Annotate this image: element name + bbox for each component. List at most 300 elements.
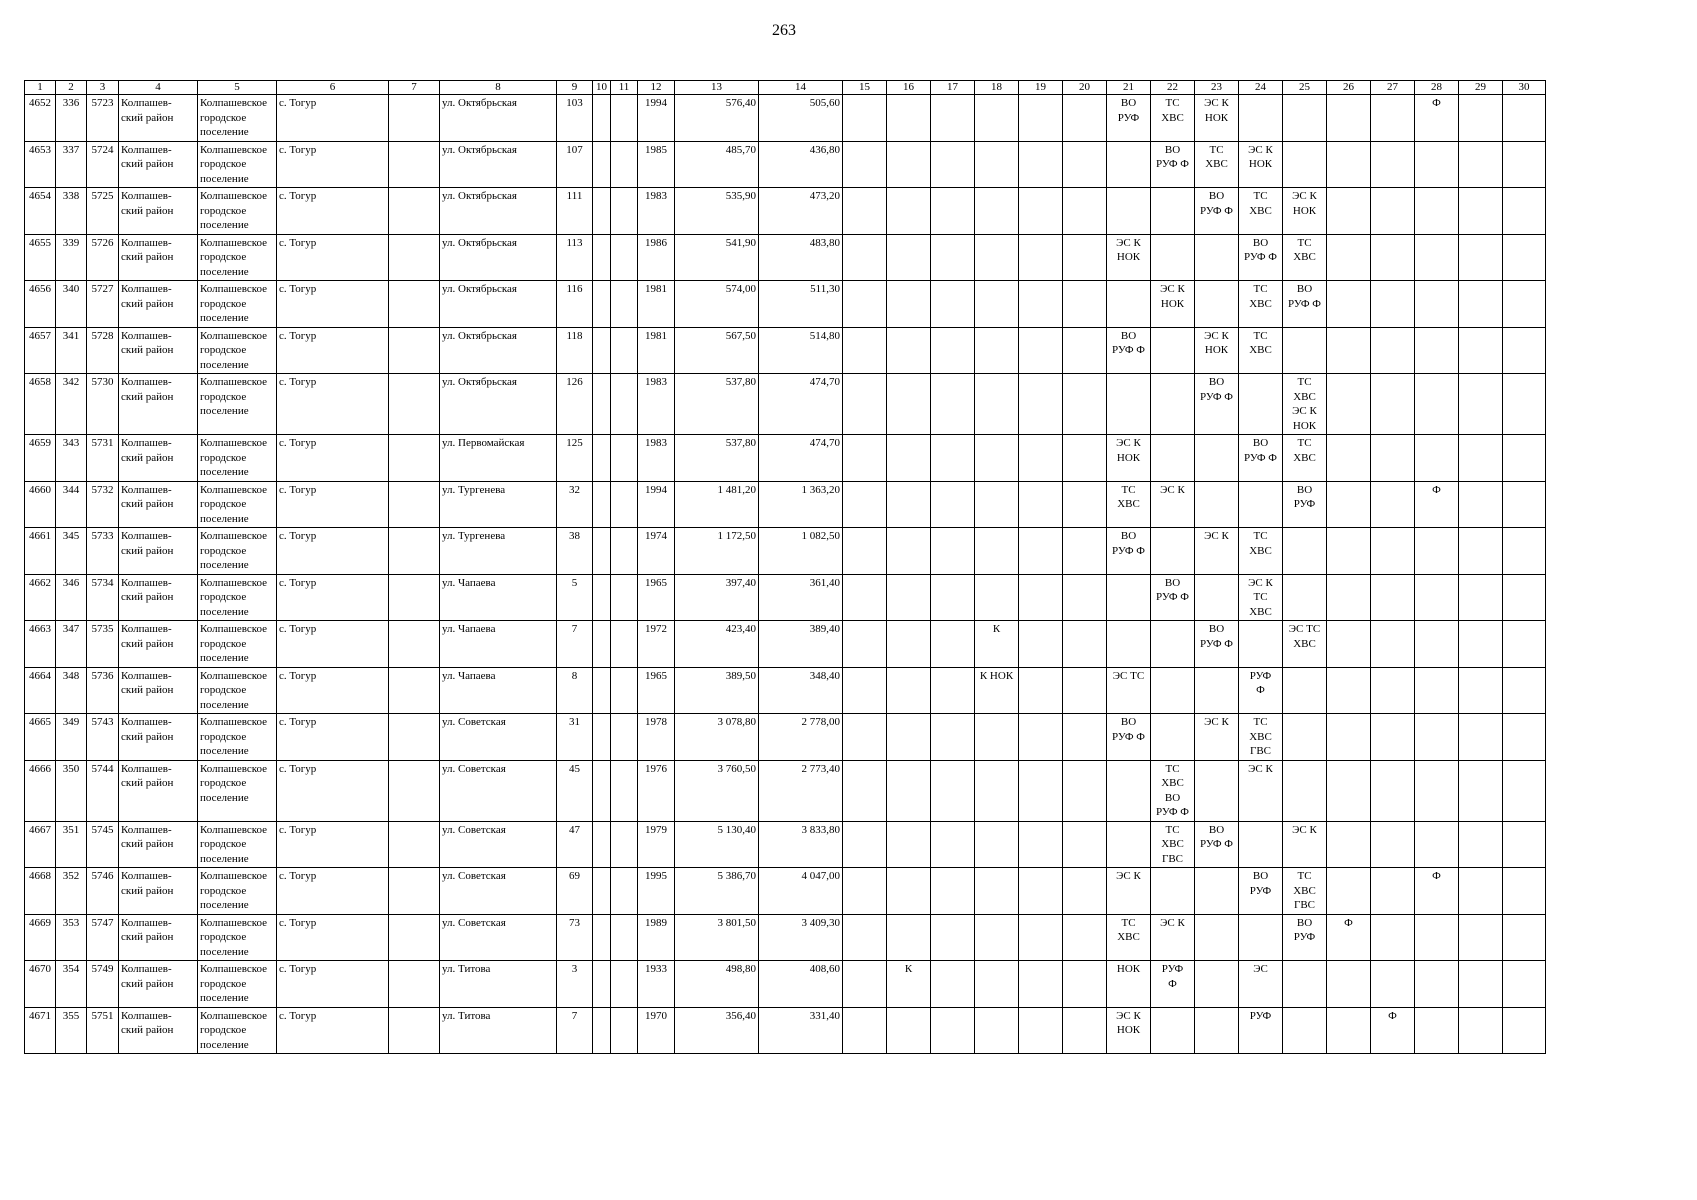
cell-col-5: Колпашевское городское поселение bbox=[198, 188, 277, 235]
cell-col-22 bbox=[1151, 667, 1195, 714]
cell-col-23 bbox=[1195, 481, 1239, 528]
cell-col-25 bbox=[1283, 714, 1327, 761]
cell-col-16 bbox=[887, 281, 931, 328]
cell-col-11 bbox=[611, 281, 638, 328]
cell-col-7 bbox=[389, 868, 440, 915]
cell-col-27 bbox=[1371, 234, 1415, 281]
cell-col-6: с. Тогур bbox=[277, 141, 389, 188]
cell-col-26 bbox=[1327, 188, 1371, 235]
cell-col-9: 7 bbox=[557, 621, 593, 668]
cell-col-25: ЭС К НОК bbox=[1283, 188, 1327, 235]
cell-col-15 bbox=[843, 374, 887, 435]
register-body bbox=[25, 95, 1546, 1054]
cell-col-6: с. Тогур bbox=[277, 234, 389, 281]
cell-col-20 bbox=[1063, 327, 1107, 374]
cell-col-18 bbox=[975, 327, 1019, 374]
cell-col-23: ЭС К bbox=[1195, 714, 1239, 761]
cell-col-15 bbox=[843, 95, 887, 142]
cell-col-16 bbox=[887, 95, 931, 142]
cell-col-3: 5730 bbox=[87, 374, 119, 435]
cell-col-29 bbox=[1459, 188, 1503, 235]
cell-col-27 bbox=[1371, 95, 1415, 142]
cell-col-29 bbox=[1459, 374, 1503, 435]
column-header-16: 16 bbox=[887, 81, 931, 95]
column-header-21: 21 bbox=[1107, 81, 1151, 95]
cell-col-11 bbox=[611, 868, 638, 915]
cell-col-15 bbox=[843, 914, 887, 961]
cell-col-25 bbox=[1283, 667, 1327, 714]
cell-col-29 bbox=[1459, 435, 1503, 482]
cell-col-13: 3 760,50 bbox=[675, 760, 759, 821]
cell-col-23 bbox=[1195, 1007, 1239, 1054]
cell-col-28 bbox=[1415, 574, 1459, 621]
cell-col-10 bbox=[593, 435, 611, 482]
cell-col-25 bbox=[1283, 141, 1327, 188]
cell-col-17 bbox=[931, 481, 975, 528]
cell-col-24 bbox=[1239, 621, 1283, 668]
cell-col-7 bbox=[389, 1007, 440, 1054]
cell-col-16 bbox=[887, 821, 931, 868]
page-number: 263 bbox=[772, 22, 796, 39]
cell-col-6: с. Тогур bbox=[277, 374, 389, 435]
cell-col-1: 4663 bbox=[25, 621, 56, 668]
cell-col-5: Колпашевское городское поселение bbox=[198, 327, 277, 374]
cell-col-17 bbox=[931, 327, 975, 374]
cell-col-27 bbox=[1371, 141, 1415, 188]
cell-col-22: ТС ХВС ВО РУФ Ф bbox=[1151, 760, 1195, 821]
cell-col-11 bbox=[611, 435, 638, 482]
cell-col-21: ТС ХВС bbox=[1107, 481, 1151, 528]
cell-col-13: 423,40 bbox=[675, 621, 759, 668]
cell-col-7 bbox=[389, 667, 440, 714]
cell-col-14: 505,60 bbox=[759, 95, 843, 142]
cell-col-5: Колпашевское городское поселение bbox=[198, 281, 277, 328]
cell-col-21 bbox=[1107, 621, 1151, 668]
cell-col-16 bbox=[887, 327, 931, 374]
cell-col-26 bbox=[1327, 281, 1371, 328]
cell-col-13: 5 386,70 bbox=[675, 868, 759, 915]
table-row bbox=[25, 327, 1546, 374]
cell-col-11 bbox=[611, 961, 638, 1008]
cell-col-30 bbox=[1503, 1007, 1546, 1054]
cell-col-17 bbox=[931, 961, 975, 1008]
column-header-9: 9 bbox=[557, 81, 593, 95]
cell-col-18 bbox=[975, 281, 1019, 328]
cell-col-16 bbox=[887, 528, 931, 575]
cell-col-26 bbox=[1327, 667, 1371, 714]
cell-col-9: 113 bbox=[557, 234, 593, 281]
cell-col-27 bbox=[1371, 821, 1415, 868]
cell-col-23 bbox=[1195, 760, 1239, 821]
cell-col-8: ул. Октябрьская bbox=[440, 234, 557, 281]
cell-col-22: ВО РУФ Ф bbox=[1151, 141, 1195, 188]
cell-col-2: 347 bbox=[56, 621, 87, 668]
cell-col-8: ул. Советская bbox=[440, 914, 557, 961]
cell-col-8: ул. Первомайская bbox=[440, 435, 557, 482]
cell-col-23 bbox=[1195, 667, 1239, 714]
cell-col-15 bbox=[843, 528, 887, 575]
cell-col-4: Колпашев- ский район bbox=[119, 961, 198, 1008]
cell-col-18 bbox=[975, 435, 1019, 482]
cell-col-18 bbox=[975, 1007, 1019, 1054]
cell-col-10 bbox=[593, 234, 611, 281]
cell-col-11 bbox=[611, 528, 638, 575]
cell-col-21: ТС ХВС bbox=[1107, 914, 1151, 961]
cell-col-12: 1965 bbox=[638, 574, 675, 621]
cell-col-6: с. Тогур bbox=[277, 760, 389, 821]
cell-col-22 bbox=[1151, 528, 1195, 575]
cell-col-10 bbox=[593, 327, 611, 374]
cell-col-20 bbox=[1063, 667, 1107, 714]
cell-col-8: ул. Советская bbox=[440, 868, 557, 915]
cell-col-15 bbox=[843, 188, 887, 235]
cell-col-13: 389,50 bbox=[675, 667, 759, 714]
cell-col-28 bbox=[1415, 821, 1459, 868]
cell-col-6: с. Тогур bbox=[277, 667, 389, 714]
cell-col-10 bbox=[593, 1007, 611, 1054]
cell-col-16 bbox=[887, 141, 931, 188]
cell-col-19 bbox=[1019, 621, 1063, 668]
cell-col-2: 352 bbox=[56, 868, 87, 915]
cell-col-8: ул. Советская bbox=[440, 821, 557, 868]
cell-col-19 bbox=[1019, 95, 1063, 142]
cell-col-27 bbox=[1371, 914, 1415, 961]
cell-col-18 bbox=[975, 528, 1019, 575]
cell-col-28 bbox=[1415, 327, 1459, 374]
cell-col-14: 3 833,80 bbox=[759, 821, 843, 868]
cell-col-18 bbox=[975, 821, 1019, 868]
cell-col-8: ул. Октябрьская bbox=[440, 95, 557, 142]
cell-col-26 bbox=[1327, 234, 1371, 281]
cell-col-6: с. Тогур bbox=[277, 621, 389, 668]
cell-col-21: НОК bbox=[1107, 961, 1151, 1008]
cell-col-23: ЭС К bbox=[1195, 528, 1239, 575]
table-row bbox=[25, 95, 1546, 142]
cell-col-2: 344 bbox=[56, 481, 87, 528]
cell-col-10 bbox=[593, 95, 611, 142]
cell-col-14: 511,30 bbox=[759, 281, 843, 328]
cell-col-13: 567,50 bbox=[675, 327, 759, 374]
cell-col-12: 1995 bbox=[638, 868, 675, 915]
cell-col-18 bbox=[975, 574, 1019, 621]
cell-col-27 bbox=[1371, 374, 1415, 435]
cell-col-20 bbox=[1063, 435, 1107, 482]
register-table bbox=[24, 80, 1546, 1054]
cell-col-1: 4653 bbox=[25, 141, 56, 188]
cell-col-24: ТС ХВС bbox=[1239, 188, 1283, 235]
cell-col-6: с. Тогур bbox=[277, 435, 389, 482]
cell-col-26 bbox=[1327, 574, 1371, 621]
cell-col-20 bbox=[1063, 821, 1107, 868]
cell-col-12: 1981 bbox=[638, 281, 675, 328]
cell-col-15 bbox=[843, 868, 887, 915]
cell-col-3: 5725 bbox=[87, 188, 119, 235]
cell-col-3: 5746 bbox=[87, 868, 119, 915]
table-row bbox=[25, 188, 1546, 235]
cell-col-14: 408,60 bbox=[759, 961, 843, 1008]
cell-col-3: 5743 bbox=[87, 714, 119, 761]
cell-col-10 bbox=[593, 914, 611, 961]
cell-col-17 bbox=[931, 574, 975, 621]
cell-col-27 bbox=[1371, 188, 1415, 235]
column-header-27: 27 bbox=[1371, 81, 1415, 95]
cell-col-10 bbox=[593, 188, 611, 235]
cell-col-17 bbox=[931, 1007, 975, 1054]
cell-col-8: ул. Тургенева bbox=[440, 481, 557, 528]
cell-col-5: Колпашевское городское поселение bbox=[198, 714, 277, 761]
cell-col-14: 483,80 bbox=[759, 234, 843, 281]
table-row bbox=[25, 821, 1546, 868]
cell-col-5: Колпашевское городское поселение bbox=[198, 868, 277, 915]
cell-col-2: 355 bbox=[56, 1007, 87, 1054]
cell-col-24 bbox=[1239, 374, 1283, 435]
cell-col-1: 4670 bbox=[25, 961, 56, 1008]
cell-col-19 bbox=[1019, 914, 1063, 961]
cell-col-22 bbox=[1151, 1007, 1195, 1054]
cell-col-14: 2 773,40 bbox=[759, 760, 843, 821]
cell-col-22 bbox=[1151, 327, 1195, 374]
cell-col-22: ТС ХВС ГВС bbox=[1151, 821, 1195, 868]
cell-col-26 bbox=[1327, 961, 1371, 1008]
cell-col-20 bbox=[1063, 914, 1107, 961]
cell-col-16 bbox=[887, 574, 931, 621]
cell-col-19 bbox=[1019, 528, 1063, 575]
cell-col-20 bbox=[1063, 574, 1107, 621]
cell-col-18 bbox=[975, 760, 1019, 821]
cell-col-4: Колпашев- ский район bbox=[119, 714, 198, 761]
cell-col-9: 38 bbox=[557, 528, 593, 575]
cell-col-16 bbox=[887, 914, 931, 961]
cell-col-25: ТС ХВС bbox=[1283, 234, 1327, 281]
cell-col-17 bbox=[931, 95, 975, 142]
cell-col-23 bbox=[1195, 435, 1239, 482]
cell-col-10 bbox=[593, 281, 611, 328]
cell-col-18 bbox=[975, 141, 1019, 188]
cell-col-21: ЭС К bbox=[1107, 868, 1151, 915]
cell-col-4: Колпашев- ский район bbox=[119, 760, 198, 821]
cell-col-23: ЭС К НОК bbox=[1195, 95, 1239, 142]
column-header-14: 14 bbox=[759, 81, 843, 95]
cell-col-7 bbox=[389, 281, 440, 328]
cell-col-28 bbox=[1415, 234, 1459, 281]
cell-col-1: 4660 bbox=[25, 481, 56, 528]
cell-col-14: 1 363,20 bbox=[759, 481, 843, 528]
cell-col-16 bbox=[887, 188, 931, 235]
column-header-7: 7 bbox=[389, 81, 440, 95]
cell-col-21: ВО РУФ Ф bbox=[1107, 714, 1151, 761]
cell-col-28 bbox=[1415, 961, 1459, 1008]
cell-col-15 bbox=[843, 667, 887, 714]
cell-col-19 bbox=[1019, 327, 1063, 374]
cell-col-11 bbox=[611, 914, 638, 961]
cell-col-1: 4659 bbox=[25, 435, 56, 482]
table-row bbox=[25, 528, 1546, 575]
cell-col-15 bbox=[843, 621, 887, 668]
cell-col-19 bbox=[1019, 234, 1063, 281]
cell-col-8: ул. Чапаева bbox=[440, 667, 557, 714]
cell-col-14: 436,80 bbox=[759, 141, 843, 188]
cell-col-5: Колпашевское городское поселение bbox=[198, 667, 277, 714]
cell-col-7 bbox=[389, 961, 440, 1008]
cell-col-15 bbox=[843, 760, 887, 821]
table-row bbox=[25, 714, 1546, 761]
cell-col-23 bbox=[1195, 961, 1239, 1008]
cell-col-4: Колпашев- ский район bbox=[119, 574, 198, 621]
cell-col-8: ул. Октябрьская bbox=[440, 188, 557, 235]
cell-col-29 bbox=[1459, 760, 1503, 821]
cell-col-28 bbox=[1415, 621, 1459, 668]
cell-col-30 bbox=[1503, 528, 1546, 575]
cell-col-7 bbox=[389, 95, 440, 142]
cell-col-5: Колпашевское городское поселение bbox=[198, 234, 277, 281]
cell-col-30 bbox=[1503, 327, 1546, 374]
cell-col-4: Колпашев- ский район bbox=[119, 914, 198, 961]
cell-col-2: 336 bbox=[56, 95, 87, 142]
cell-col-26: Ф bbox=[1327, 914, 1371, 961]
cell-col-5: Колпашевское городское поселение bbox=[198, 435, 277, 482]
cell-col-10 bbox=[593, 621, 611, 668]
cell-col-23: ЭС К НОК bbox=[1195, 327, 1239, 374]
cell-col-19 bbox=[1019, 1007, 1063, 1054]
cell-col-28 bbox=[1415, 374, 1459, 435]
cell-col-2: 342 bbox=[56, 374, 87, 435]
cell-col-24: ЭС К ТС ХВС bbox=[1239, 574, 1283, 621]
cell-col-26 bbox=[1327, 868, 1371, 915]
cell-col-3: 5724 bbox=[87, 141, 119, 188]
cell-col-20 bbox=[1063, 374, 1107, 435]
cell-col-29 bbox=[1459, 714, 1503, 761]
cell-col-5: Колпашевское городское поселение bbox=[198, 141, 277, 188]
cell-col-9: 31 bbox=[557, 714, 593, 761]
cell-col-17 bbox=[931, 281, 975, 328]
cell-col-23 bbox=[1195, 574, 1239, 621]
cell-col-12: 1970 bbox=[638, 1007, 675, 1054]
cell-col-8: ул. Октябрьская bbox=[440, 281, 557, 328]
cell-col-5: Колпашевское городское поселение bbox=[198, 961, 277, 1008]
cell-col-25: ТС ХВС ГВС bbox=[1283, 868, 1327, 915]
cell-col-11 bbox=[611, 234, 638, 281]
cell-col-22: ЭС К bbox=[1151, 481, 1195, 528]
cell-col-5: Колпашевское городское поселение bbox=[198, 481, 277, 528]
cell-col-13: 537,80 bbox=[675, 374, 759, 435]
cell-col-3: 5751 bbox=[87, 1007, 119, 1054]
cell-col-12: 1985 bbox=[638, 141, 675, 188]
cell-col-12: 1972 bbox=[638, 621, 675, 668]
cell-col-12: 1981 bbox=[638, 327, 675, 374]
cell-col-28 bbox=[1415, 760, 1459, 821]
cell-col-9: 7 bbox=[557, 1007, 593, 1054]
table-row bbox=[25, 914, 1546, 961]
column-header-28: 28 bbox=[1415, 81, 1459, 95]
cell-col-23 bbox=[1195, 868, 1239, 915]
cell-col-29 bbox=[1459, 961, 1503, 1008]
cell-col-30 bbox=[1503, 95, 1546, 142]
cell-col-28 bbox=[1415, 714, 1459, 761]
cell-col-6: с. Тогур bbox=[277, 574, 389, 621]
cell-col-26 bbox=[1327, 374, 1371, 435]
cell-col-24: ТС ХВС ГВС bbox=[1239, 714, 1283, 761]
cell-col-8: ул. Чапаева bbox=[440, 574, 557, 621]
cell-col-12: 1983 bbox=[638, 374, 675, 435]
cell-col-1: 4665 bbox=[25, 714, 56, 761]
cell-col-11 bbox=[611, 621, 638, 668]
cell-col-7 bbox=[389, 621, 440, 668]
cell-col-4: Колпашев- ский район bbox=[119, 374, 198, 435]
cell-col-3: 5734 bbox=[87, 574, 119, 621]
cell-col-11 bbox=[611, 714, 638, 761]
cell-col-10 bbox=[593, 374, 611, 435]
cell-col-25: ЭС ТС ХВС bbox=[1283, 621, 1327, 668]
cell-col-6: с. Тогур bbox=[277, 188, 389, 235]
column-header-15: 15 bbox=[843, 81, 887, 95]
cell-col-2: 341 bbox=[56, 327, 87, 374]
cell-col-9: 111 bbox=[557, 188, 593, 235]
cell-col-15 bbox=[843, 281, 887, 328]
cell-col-30 bbox=[1503, 914, 1546, 961]
cell-col-4: Колпашев- ский район bbox=[119, 621, 198, 668]
cell-col-6: с. Тогур bbox=[277, 481, 389, 528]
cell-col-16 bbox=[887, 481, 931, 528]
cell-col-13: 485,70 bbox=[675, 141, 759, 188]
cell-col-2: 345 bbox=[56, 528, 87, 575]
cell-col-21 bbox=[1107, 574, 1151, 621]
cell-col-2: 346 bbox=[56, 574, 87, 621]
cell-col-17 bbox=[931, 435, 975, 482]
cell-col-14: 474,70 bbox=[759, 374, 843, 435]
cell-col-13: 1 481,20 bbox=[675, 481, 759, 528]
cell-col-8: ул. Советская bbox=[440, 760, 557, 821]
cell-col-2: 348 bbox=[56, 667, 87, 714]
cell-col-5: Колпашевское городское поселение bbox=[198, 1007, 277, 1054]
cell-col-14: 4 047,00 bbox=[759, 868, 843, 915]
column-header-30: 30 bbox=[1503, 81, 1546, 95]
cell-col-9: 116 bbox=[557, 281, 593, 328]
cell-col-5: Колпашевское городское поселение bbox=[198, 574, 277, 621]
cell-col-11 bbox=[611, 188, 638, 235]
cell-col-3: 5728 bbox=[87, 327, 119, 374]
cell-col-16 bbox=[887, 760, 931, 821]
cell-col-18: К НОК bbox=[975, 667, 1019, 714]
cell-col-16 bbox=[887, 1007, 931, 1054]
cell-col-2: 343 bbox=[56, 435, 87, 482]
cell-col-3: 5727 bbox=[87, 281, 119, 328]
cell-col-28 bbox=[1415, 141, 1459, 188]
cell-col-13: 537,80 bbox=[675, 435, 759, 482]
cell-col-29 bbox=[1459, 528, 1503, 575]
cell-col-30 bbox=[1503, 481, 1546, 528]
cell-col-5: Колпашевское городское поселение bbox=[198, 914, 277, 961]
cell-col-26 bbox=[1327, 621, 1371, 668]
cell-col-23 bbox=[1195, 234, 1239, 281]
cell-col-25 bbox=[1283, 961, 1327, 1008]
cell-col-30 bbox=[1503, 868, 1546, 915]
column-header-4: 4 bbox=[119, 81, 198, 95]
cell-col-6: с. Тогур bbox=[277, 714, 389, 761]
cell-col-28 bbox=[1415, 435, 1459, 482]
cell-col-5: Колпашевское городское поселение bbox=[198, 528, 277, 575]
column-header-20: 20 bbox=[1063, 81, 1107, 95]
cell-col-13: 576,40 bbox=[675, 95, 759, 142]
cell-col-18 bbox=[975, 961, 1019, 1008]
cell-col-28: Ф bbox=[1415, 95, 1459, 142]
table-row bbox=[25, 234, 1546, 281]
table-row bbox=[25, 621, 1546, 668]
cell-col-7 bbox=[389, 821, 440, 868]
cell-col-27 bbox=[1371, 574, 1415, 621]
cell-col-15 bbox=[843, 1007, 887, 1054]
cell-col-19 bbox=[1019, 435, 1063, 482]
cell-col-23: ВО РУФ Ф bbox=[1195, 188, 1239, 235]
